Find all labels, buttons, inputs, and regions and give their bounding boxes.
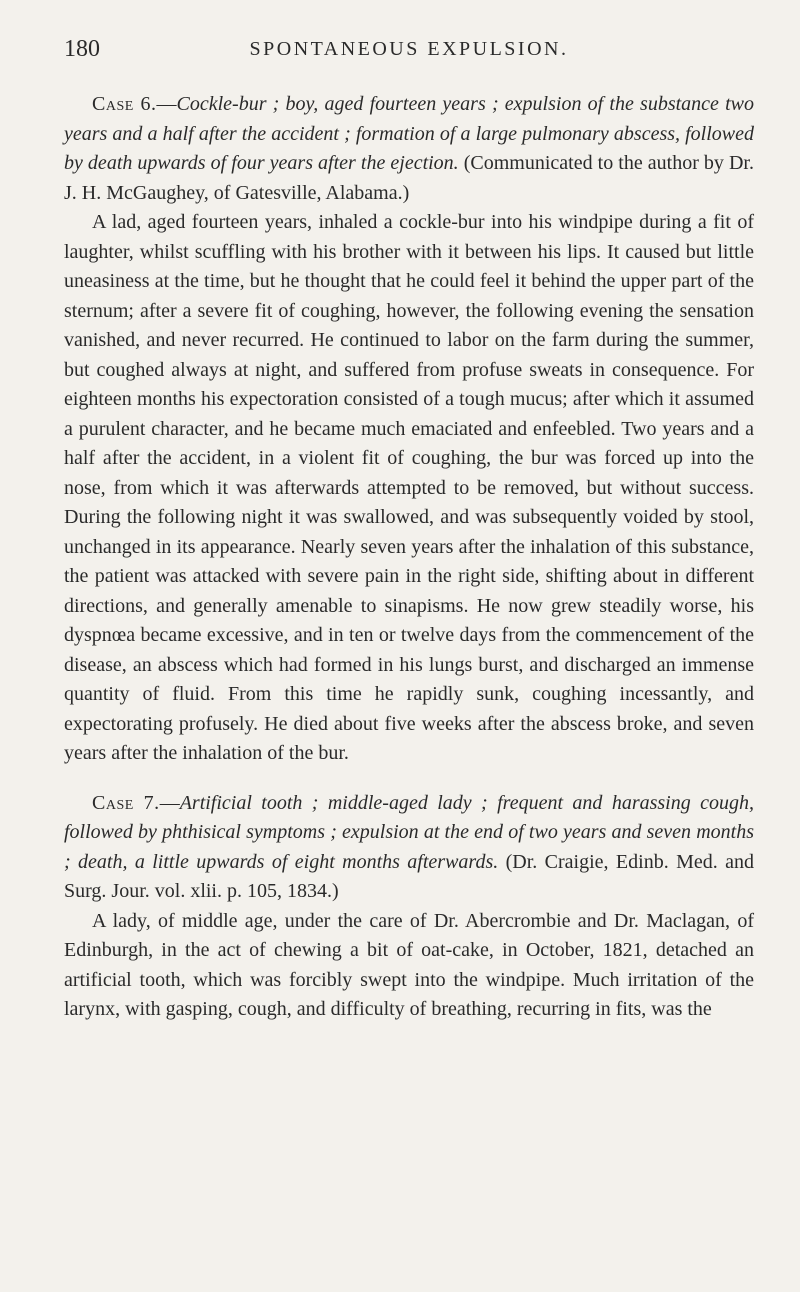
case-6-dash: — bbox=[156, 93, 177, 115]
case-6-paragraph: A lad, aged fourteen years, inhaled a cockle-bur into his windpipe during a fit of laughter, whilst scuffling with his brother with it between his lips. It caused but little uneasiness at the time, but he thought that he could feel it behind the upper part of the sternum; after a severe fit of coughing, however, the following evening the sensation vanished, and never recurred. He continued to labor on the farm during the summer, but coughed always at night, and suffered from profuse sweats in consequence. For eighteen months his expectoration consisted of a tough mucus; after which it assumed a purulent character, and he became much emaciated and enfeebled. Two years and a half after the accident, in a violent fit of coughing, the bur was forced up into the nose, from which it was afterwards attempted to be removed, but without success. During the following night it was swallowed, and was subsequently voided by stool, unchanged in its appearance. Nearly seven years after the inhalation of this substance, the patient was attacked with severe pain in the right side, shifting about in different directions, and generally amenable to sinapisms. He now grew steadily worse, his dyspnœa became excessive, and in ten or twelve days from the commencement of the disease, an abscess which had formed in his lungs burst, and discharged an immense quantity of fluid. From this time he rapidly sunk, coughing incessantly, and expectorating profusely. He died about five weeks after the abscess broke, and seven years after the inhalation of the bur. bbox=[64, 211, 754, 764]
case-6-source: (Communicated to the author by Dr. J. H. McGaughey, of Gatesville, Alabama.) bbox=[64, 152, 754, 204]
case-7-title: Artificial tooth ; middle-aged lady ; frequent and harassing cough, followed by phthisical symptoms ; expulsion at the end of two years and seven months ; death, a little upwards of eight months afterwards. bbox=[64, 791, 754, 873]
case-7-label: Case 7. bbox=[92, 791, 160, 814]
case-7-heading bbox=[64, 789, 754, 907]
page-number: 180 bbox=[64, 36, 100, 62]
case-7-source: (Dr. Craigie, Edinb. Med. and Surg. Jour. vol. xlii. p. 105, 1834.) bbox=[64, 850, 754, 902]
page-header bbox=[64, 36, 754, 76]
case-7-paragraph: A lady, of middle age, under the care of Dr. Abercrombie and Dr. Maclagan, of Edinburgh, in the act of chewing a bit of oat-cake, in October, 1821, detached an artificial tooth, which was forcibly swept into the windpipe. Much irritation of the larynx, with gasping, cough, and difficulty of breathing, recurring in fits, was the bbox=[64, 909, 754, 1020]
case-6-heading bbox=[64, 90, 754, 208]
running-title: SPONTANEOUS EXPULSION. bbox=[249, 38, 569, 60]
case-6-title: Cockle-bur ; boy, aged fourteen years ; expulsion of the substance two years and a half after the accident ; formation of a large pulmonary abscess, followed by death upwards of four years after the ejection. bbox=[64, 93, 755, 174]
page-body bbox=[64, 90, 754, 1025]
case-6-label: Case 6. bbox=[92, 93, 157, 115]
case-7-dash: — bbox=[159, 791, 180, 814]
